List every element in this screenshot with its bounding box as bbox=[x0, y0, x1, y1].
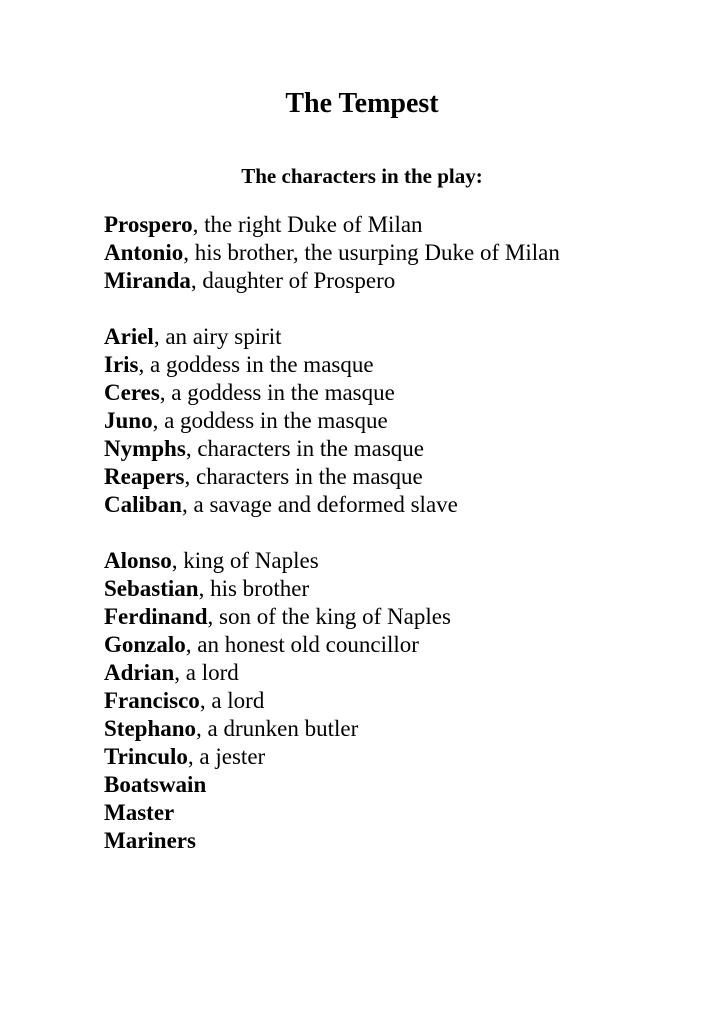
character-description: , a goddess in the masque bbox=[152, 408, 388, 433]
character-description: , a goddess in the masque bbox=[138, 352, 374, 377]
page-title: The Tempest bbox=[285, 88, 439, 119]
page-subtitle: The characters in the play: bbox=[241, 164, 483, 188]
character-entry bbox=[104, 379, 560, 407]
character-entry bbox=[104, 799, 560, 827]
character-entry bbox=[104, 687, 560, 715]
character-entry bbox=[104, 351, 560, 379]
character-name: Ceres bbox=[104, 380, 160, 405]
character-description: , a drunken butler bbox=[196, 716, 359, 741]
character-entry bbox=[104, 603, 560, 631]
character-name: Nymphs bbox=[104, 436, 186, 461]
character-entry bbox=[104, 575, 560, 603]
character-description: , his brother, the usurping Duke of Milan bbox=[183, 240, 560, 265]
character-name: Stephano bbox=[104, 716, 197, 741]
character-group bbox=[104, 547, 560, 855]
character-description: , the right Duke of Milan bbox=[192, 212, 423, 237]
character-entry bbox=[104, 407, 560, 435]
character-description: , son of the king of Naples bbox=[207, 604, 451, 629]
character-list bbox=[104, 211, 560, 855]
character-entry bbox=[104, 743, 560, 771]
character-name: Ferdinand bbox=[104, 604, 208, 629]
character-description: , a jester bbox=[187, 744, 266, 769]
character-entry bbox=[104, 211, 560, 239]
character-group bbox=[104, 323, 560, 519]
character-name: Juno bbox=[104, 408, 153, 433]
character-entry bbox=[104, 323, 560, 351]
character-name: Alonso bbox=[104, 548, 172, 573]
character-entry bbox=[104, 659, 560, 687]
character-entry bbox=[104, 827, 560, 855]
character-name: Trinculo bbox=[104, 744, 188, 769]
character-description: , an airy spirit bbox=[153, 324, 282, 349]
character-description: , a goddess in the masque bbox=[159, 380, 395, 405]
character-name: Prospero bbox=[104, 212, 193, 237]
character-description: , daughter of Prospero bbox=[190, 268, 396, 293]
character-name: Boatswain bbox=[104, 772, 207, 797]
character-name: Master bbox=[104, 800, 175, 825]
character-entry bbox=[104, 239, 560, 267]
character-description: , characters in the masque bbox=[184, 464, 423, 489]
character-description: , characters in the masque bbox=[185, 436, 425, 461]
character-description: , a lord bbox=[199, 688, 265, 713]
character-entry bbox=[104, 491, 560, 519]
character-group bbox=[104, 211, 560, 295]
character-name: Reapers bbox=[104, 464, 185, 489]
character-name: Adrian bbox=[104, 660, 175, 685]
character-entry bbox=[104, 631, 560, 659]
character-description: , king of Naples bbox=[171, 548, 319, 573]
character-name: Gonzalo bbox=[104, 632, 186, 657]
character-entry bbox=[104, 435, 560, 463]
character-entry bbox=[104, 547, 560, 575]
character-name: Antonio bbox=[104, 240, 184, 265]
character-name: Mariners bbox=[104, 828, 196, 853]
character-name: Sebastian bbox=[104, 576, 199, 601]
character-description: , a savage and deformed slave bbox=[181, 492, 458, 517]
character-name: Ariel bbox=[104, 324, 154, 349]
character-entry bbox=[104, 715, 560, 743]
character-description: , a lord bbox=[174, 660, 239, 685]
character-description: , his brother bbox=[198, 576, 310, 601]
character-entry bbox=[104, 463, 560, 491]
character-name: Miranda bbox=[104, 268, 191, 293]
character-entry bbox=[104, 771, 560, 799]
character-name: Caliban bbox=[104, 492, 182, 517]
character-description: , an honest old councillor bbox=[185, 632, 419, 657]
character-name: Iris bbox=[104, 352, 139, 377]
character-name: Francisco bbox=[104, 688, 200, 713]
character-entry bbox=[104, 267, 560, 295]
